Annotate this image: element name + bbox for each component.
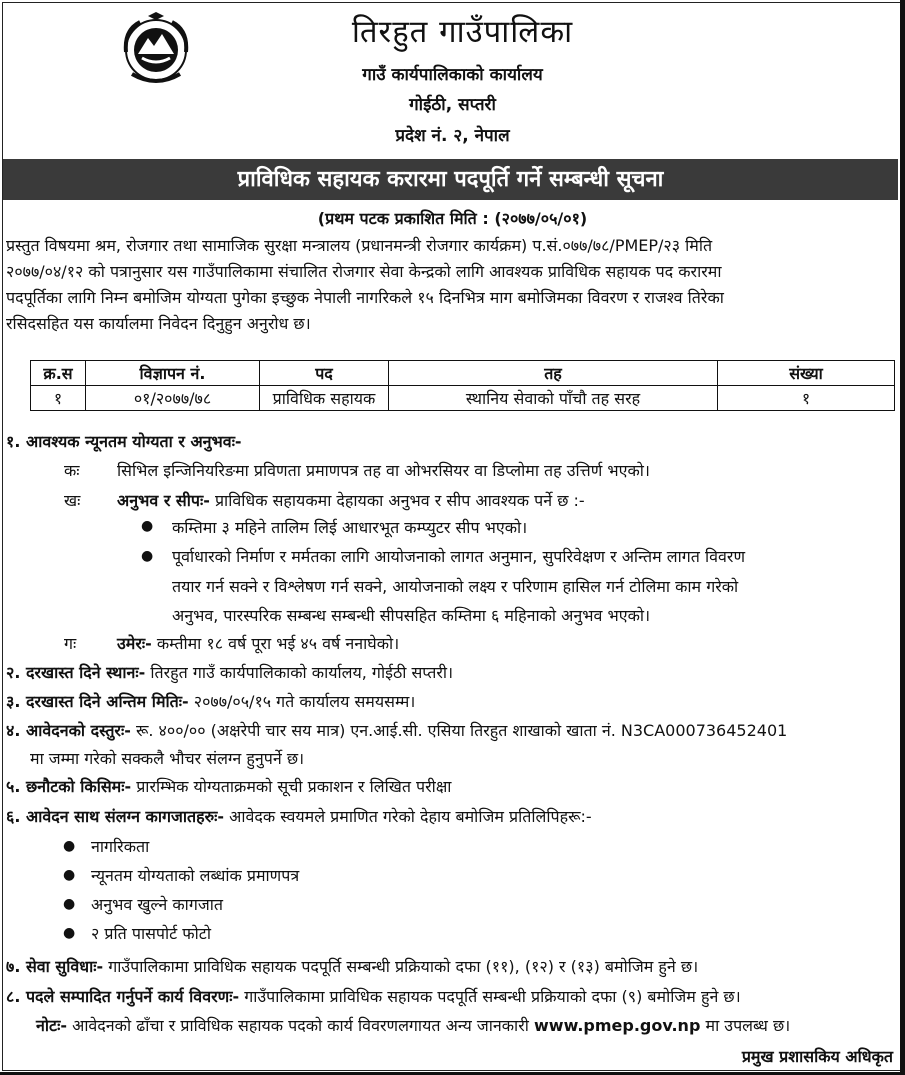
skill-bullet-1: कम्तिमा ३ महिने तालिम लिई आधारभूत कम्प्युटर सीप भएको। [172, 518, 528, 537]
section-3 [6, 690, 415, 712]
municipality-title: तिरहुत गाउँपालिका [351, 14, 574, 50]
item-ka-text: सिभिल इन्जिनियरिङमा प्रविणता प्रमाणपत्र तह वा ओभरसियर वा डिप्लोमा तह उत्तिर्ण भएको। [117, 461, 650, 480]
section-6 [6, 805, 592, 827]
office-location: गोईठी, सप्तरी [409, 95, 496, 115]
cell-post: प्राविधिक सहायक [260, 386, 389, 411]
note-tail: मा उपलब्ध छ। [705, 1016, 791, 1035]
notice-banner: प्राविधिक सहायक करारमा पदपूर्ति गर्ने सम्बन्धी सूचना [3, 159, 898, 200]
item-ga-text: कम्तीमा १८ वर्ष पूरा भई ४५ वर्ष ननाघेको। [156, 634, 400, 653]
table-row [31, 386, 895, 411]
intro-line: प्रस्तुत विषयमा श्रम, रोजगार तथा सामाजिक सुरक्षा मन्त्रालय (प्रधानमन्त्री रोजगार कार्यक्रम) प.सं.०७७/७८/PMEP/२३ मिति [6, 236, 713, 255]
note-url-link[interactable]: www.pmep.gov.np [534, 1016, 701, 1035]
col-count: संख्या [718, 361, 895, 386]
intro-line: रसिदसहित यस कार्यालमा निवेदन दिनुहुन अनुरोध छ। [6, 314, 311, 333]
col-level: तह [389, 361, 718, 386]
section-4-text: रू. ४००/०० (अक्षरेपी चार सय मात्र) एन.आई.सी. एसिया तिरहुत शाखाको खाता नं. N3CA000736452401 [135, 721, 788, 740]
item-ga-line [117, 632, 399, 654]
bullet-icon: ● [141, 548, 154, 564]
section-4 [6, 719, 787, 741]
note-line [36, 1014, 790, 1036]
intro-line: पदपूर्तिका लागि निम्न बमोजिम योग्यता पुगेका इच्छुक नेपाली नागरिकले १५ दिनभित्र माग बमोजिमका विवरण र राजश्व तिरेका [6, 288, 724, 307]
col-ad-no: विज्ञापन नं. [86, 361, 260, 386]
section-5 [6, 775, 451, 797]
cell-sn: १ [31, 386, 86, 411]
province-line: प्रदेश नं. २, नेपाल [395, 126, 510, 146]
bullet-icon: ● [141, 518, 154, 534]
page-edge-right [900, 0, 905, 1075]
item-kha-label: खः [64, 491, 81, 510]
section-3-text: २०७७/०५/१५ गते कार्यालय समयसम्म। [193, 692, 416, 711]
section-4-title: ४. आवेदनको दस्तुरः- [6, 721, 131, 740]
bullet-icon: ● [63, 925, 76, 941]
skill-bullet-2-line3: अनुभव, पारस्परिक सम्बन्ध सम्बन्धी सीपसहित कम्तिमा ६ महिनाको अनुभव भएको। [172, 606, 651, 625]
section-7-title: ७. सेवा सुविधाः- [6, 957, 104, 976]
section-2 [6, 661, 453, 683]
section-4-text-2: मा जम्मा गरेको सक्कलै भौचर संलग्न हुनुपर्ने छ। [30, 749, 305, 768]
bullet-icon: ● [63, 838, 76, 854]
section-7 [6, 955, 698, 977]
section-2-text: तिरहुत गाउँ कार्यपालिकाको कार्यालय, गोईठी सप्तरी। [150, 663, 454, 682]
section-6-text: आवेदक स्वयमले प्रमाणित गरेको देहाय बमोजिम प्रतिलिपिहरू:- [229, 807, 592, 826]
note-title: नोटः- [36, 1016, 67, 1035]
cell-level: स्थानिय सेवाको पाँचौ तह सरह [389, 386, 718, 411]
item-ga-label: गः [64, 634, 77, 653]
section-5-title: ५. छनौटको किसिमः- [6, 777, 132, 796]
section-8-text: गाउँपालिकामा प्राविधिक सहायक पदपूर्ति सम्बन्धी प्रक्रियाको दफा (९) बमोजिम हुने छ। [244, 987, 741, 1006]
skill-bullet-2-line2: तयार गर्न सक्ने र विश्लेषण गर्न सक्ने, आयोजनाको लक्ष्य र परिणाम हासिल गर्न टोलिमा काम गरेको [172, 577, 739, 596]
bullet-icon: ● [63, 867, 76, 883]
section-5-text: प्रारम्भिक योग्यताक्रमको सूची प्रकाशन र लिखित परीक्षा [136, 777, 452, 796]
col-sn: क्र.स [31, 361, 86, 386]
document-item: नागरिकता [91, 837, 150, 856]
intro-line: २०७७/०४/१२ को पत्रानुसार यस गाउँपालिकामा संचालित रोजगार सेवा केन्द्रको लागि आवश्यक प्राविधिक सहायक पद करारमा [6, 262, 722, 281]
section-8 [6, 985, 741, 1007]
document-item: न्यूनतम योग्यताको लब्धांक प्रमाणपत्र [91, 866, 300, 885]
item-kha-line [117, 489, 585, 511]
section-2-title: २. दरखास्त दिने स्थानः- [6, 663, 146, 682]
document-item: २ प्रति पासपोर्ट फोटो [91, 924, 211, 943]
cell-ad-no: ०१/२०७७/७८ [86, 386, 260, 411]
vacancy-table [30, 360, 895, 411]
col-post: पद [260, 361, 389, 386]
cell-count: १ [718, 386, 895, 411]
item-ga-title: उमेरः- [117, 634, 152, 653]
bullet-icon: ● [63, 896, 76, 912]
item-kha-title: अनुभव र सीपः- [117, 491, 210, 510]
signatory-title: प्रमुख प्रशासकिय अधिकृत [741, 1047, 893, 1066]
intro-paragraph [6, 233, 894, 337]
section-7-text: गाउँपालिकामा प्राविधिक सहायक पदपूर्ति सम्बन्धी प्रक्रियाको दफा (११), (१२) र (१३) बमोजिम हुने छ। [108, 957, 699, 976]
note-text: आवेदनको ढाँचा र प्राविधिक सहायक पदको कार्य विवरणलगायत अन्य जानकारी [72, 1016, 529, 1035]
item-kha-text: प्राविधिक सहायकमा देहायका अनुभव र सीप आवश्यक पर्ने छ :- [214, 491, 585, 510]
skill-bullet-2-line1: पूर्वाधारको निर्माण र मर्मतका लागि आयोजनाको लागत अनुमान, सुपरिवेक्षण र अन्तिम लागत विवरण [172, 547, 746, 566]
section-6-title: ६. आवेदन साथ संलग्न कागजातहरुः- [6, 807, 225, 826]
section-8-title: ८. पदले सम्पादित गर्नुपर्ने कार्य विवरणः- [6, 987, 240, 1006]
document-item: अनुभव खुल्ने कागजात [91, 895, 223, 914]
table-header-row [31, 361, 895, 386]
publish-date: (प्रथम पटक प्रकाशित मिति : (२०७७/०५/०१) [317, 209, 588, 228]
office-name: गाउँ कार्यपालिकाको कार्यालय [362, 65, 543, 85]
item-ka-label: कः [64, 461, 80, 480]
section-1-title: १. आवश्यक न्यूनतम योग्यता र अनुभवः- [6, 432, 242, 451]
section-3-title: ३. दरखास्त दिने अन्तिम मितिः- [6, 692, 189, 711]
